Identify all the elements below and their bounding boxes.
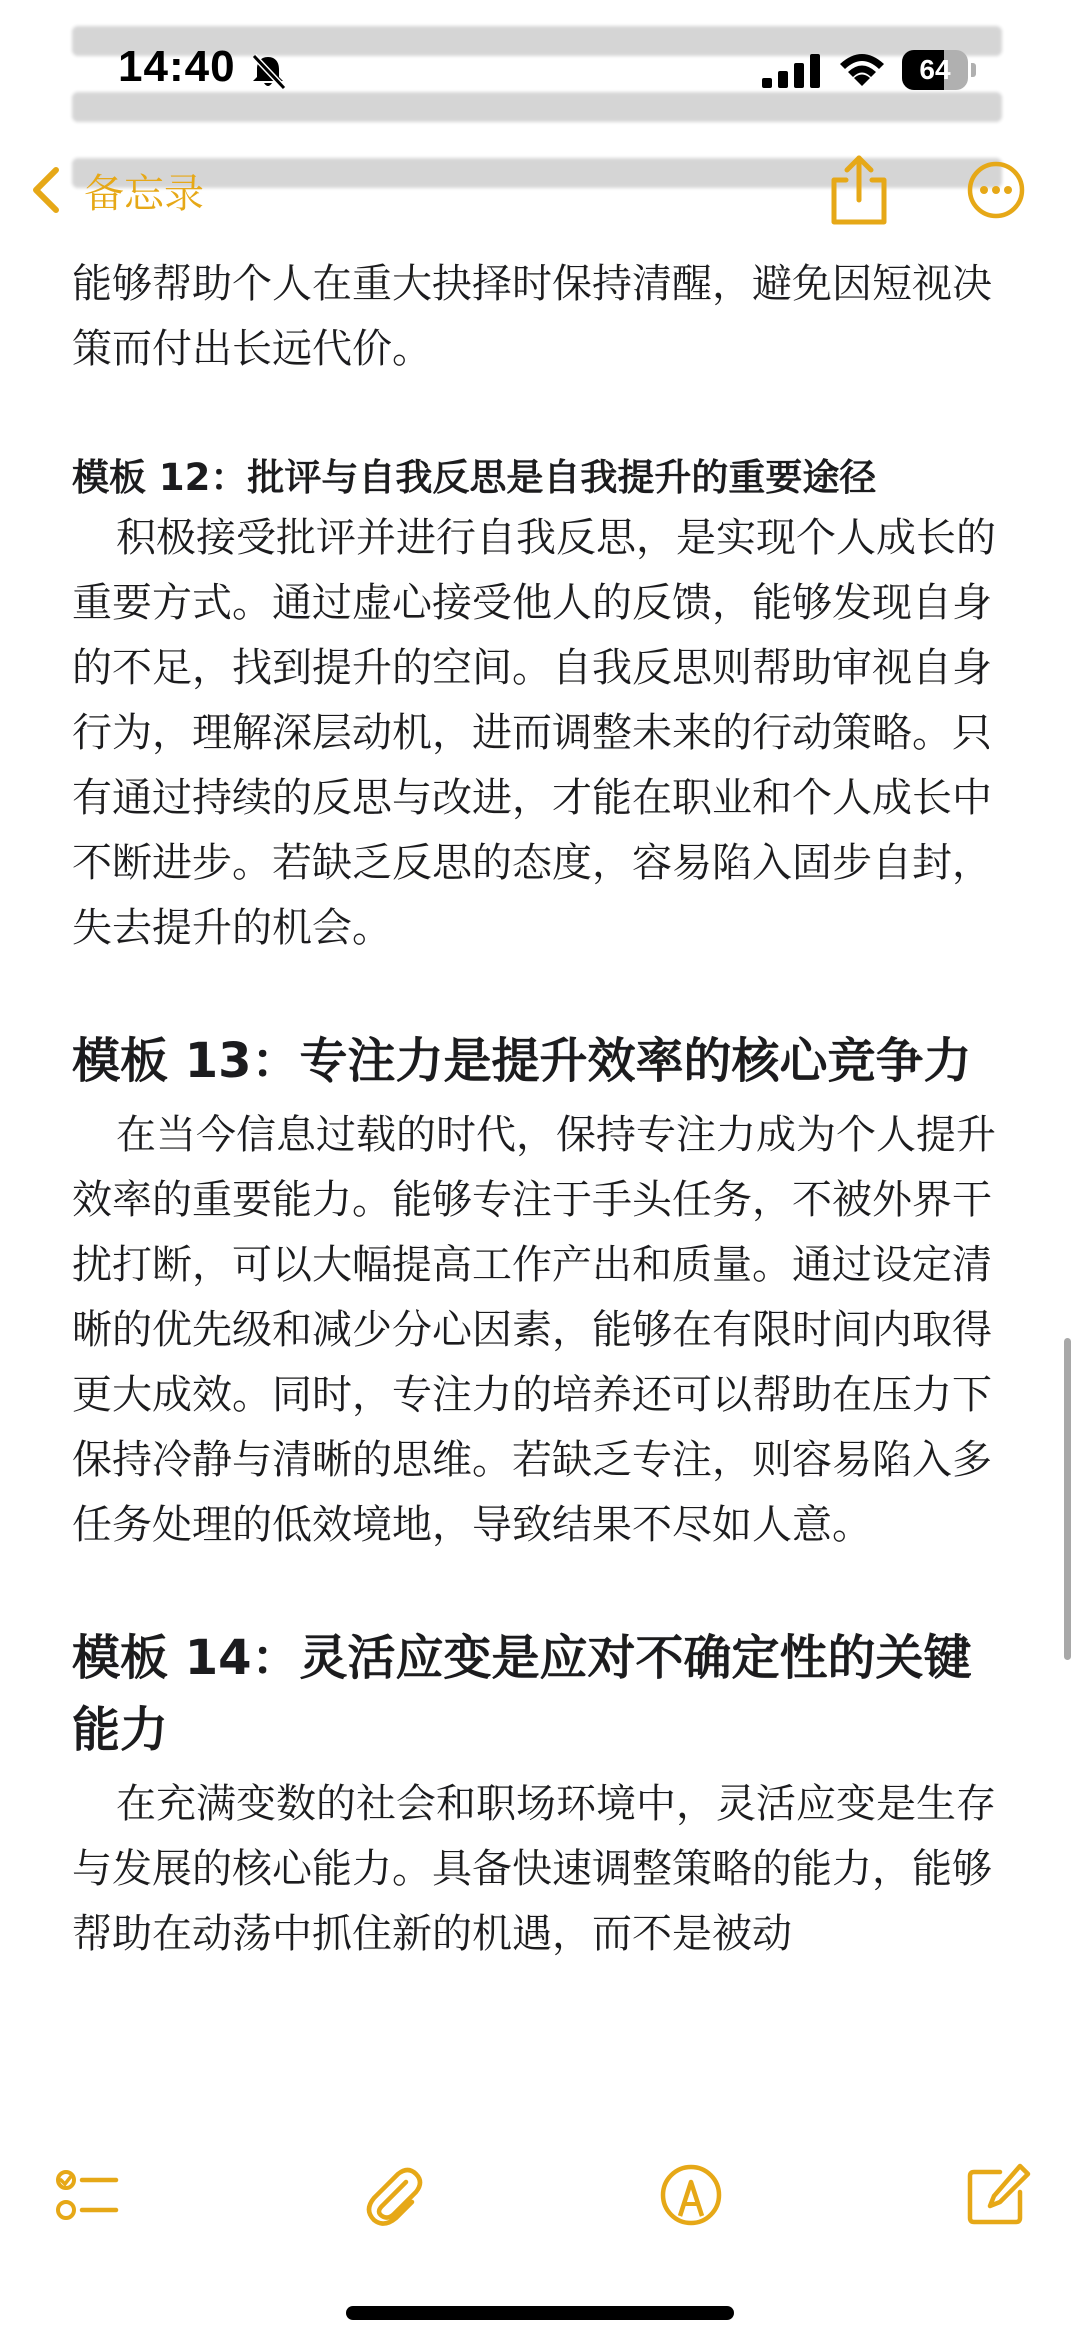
bottom-toolbar bbox=[0, 2150, 1080, 2250]
back-button[interactable] bbox=[28, 158, 204, 222]
section-heading-14: 模板 14：灵活应变是应对不确定性的关键能力 bbox=[72, 1630, 972, 1758]
ellipsis-circle-icon[interactable] bbox=[966, 160, 1026, 220]
intro-paragraph: 能够帮助个人在重大抉择时保持清醒，避免因短视决策而付出长远代价。 bbox=[72, 261, 992, 372]
wifi-icon bbox=[836, 50, 888, 90]
share-icon[interactable] bbox=[826, 152, 892, 228]
checklist-icon[interactable] bbox=[52, 2160, 122, 2230]
scroll-indicator[interactable] bbox=[1064, 1338, 1071, 1660]
paperclip-icon[interactable] bbox=[358, 2160, 428, 2230]
battery-percent: 64 bbox=[919, 54, 951, 85]
note-body[interactable] bbox=[72, 252, 1012, 1967]
section-body-12: 积极接受批评并进行自我反思，是实现个人成长的重要方式。通过虚心接受他人的反馈，能够发现自身的不足，找到提升的空间。自我反思则帮助审视自身行为，理解深层动机，进而调整未来的行动策略。只有通过持续的反思与改进，才能在职业和个人成长中不断进步。若缺乏反思的态度，容易陷入固步自封，失去提升的机会。 bbox=[72, 515, 996, 951]
home-indicator[interactable] bbox=[346, 2306, 734, 2320]
spacer bbox=[72, 961, 1012, 1025]
back-label: 备忘录 bbox=[84, 170, 204, 217]
status-bar bbox=[0, 0, 1080, 140]
nav-bar bbox=[0, 140, 1080, 240]
cellular-signal-icon bbox=[762, 54, 822, 88]
battery-body bbox=[902, 50, 968, 90]
section-heading-13: 模板 13：专注力是提升效率的核心竞争力 bbox=[72, 1033, 972, 1089]
bell-off-icon bbox=[248, 52, 288, 92]
spacer bbox=[72, 1558, 1012, 1622]
pen-circle-icon[interactable] bbox=[656, 2160, 726, 2230]
compose-icon[interactable] bbox=[962, 2160, 1032, 2230]
status-time: 14:40 bbox=[118, 42, 236, 91]
battery-cap bbox=[971, 63, 976, 77]
section-heading-12: 模板 12：批评与自我反思是自我提升的重要途径 bbox=[72, 456, 877, 499]
battery-indicator bbox=[902, 50, 978, 90]
section-body-13: 在当今信息过载的时代，保持专注力成为个人提升效率的重要能力。能够专注于手头任务，不被外界干扰打断，可以大幅提高工作产出和质量。通过设定清晰的优先级和减少分心因素，能够在有限时间内取得更大成效。同时，专注力的培养还可以帮助在压力下保持冷静与清晰的思维。若缺乏专注，则容易陷入多任务处理的低效境地，导致结果不尽如人意。 bbox=[72, 1112, 996, 1548]
chevron-left-icon bbox=[28, 164, 64, 216]
section-body-14: 在充满变数的社会和职场环境中，灵活应变是生存与发展的核心能力。具备快速调整策略的能力，能够帮助在动荡中抓住新的机遇，而不是被动 bbox=[72, 1781, 996, 1957]
